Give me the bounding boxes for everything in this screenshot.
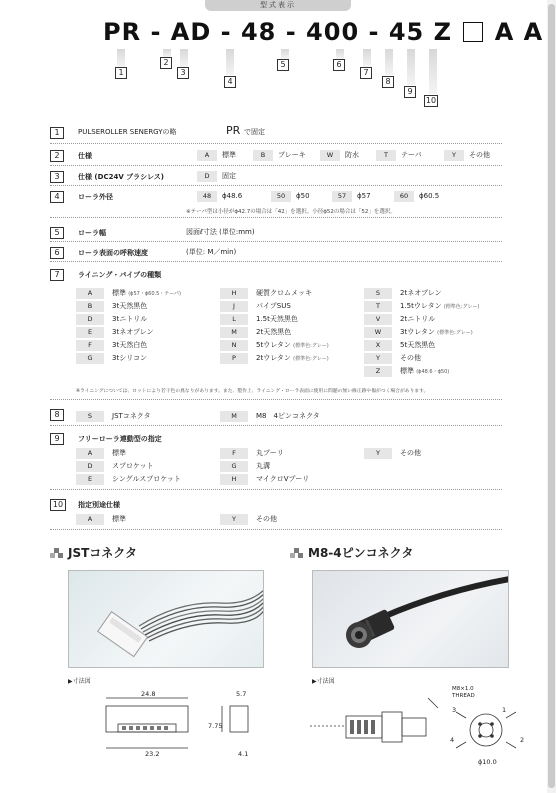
code-cell: S (76, 411, 104, 422)
code-cell: D (197, 171, 217, 182)
section-bullet-icon (290, 548, 304, 558)
m8-pin-2: 2 (520, 736, 525, 744)
position-number: 3 (177, 67, 189, 79)
row-title: 仕様 (78, 152, 92, 160)
position-number: 7 (360, 67, 372, 79)
code-desc: 5t天然黒色 (400, 341, 436, 349)
row-number: 6 (50, 247, 64, 259)
code-cell: Y (364, 353, 392, 364)
code-sub: (ϕ48.6・ϕ50) (416, 369, 450, 375)
leader-bar (385, 49, 393, 75)
model-part-pr: PR (103, 18, 142, 46)
m8-connector-illustration (313, 571, 509, 668)
code-cell: Z (364, 366, 392, 377)
code-cell: 57 (332, 191, 352, 202)
code-desc: 2tネオプレン (400, 289, 442, 297)
code-desc: 5tウレタン (256, 341, 291, 349)
code-sub: (ϕ57・ϕ60.5・テーパ) (128, 291, 181, 297)
model-part-special: A (523, 18, 544, 46)
code-cell: M (220, 411, 248, 422)
code-desc: 3t天然黒色 (112, 302, 148, 310)
leader-bar (407, 49, 415, 85)
code-desc: 防水 (345, 151, 359, 159)
position-number: 8 (382, 76, 394, 88)
section-bullet-icon (50, 548, 64, 558)
row-number: 1 (50, 127, 64, 139)
jst-connector-illustration (69, 571, 264, 668)
code-desc: 標準 (222, 151, 236, 159)
m8-pin-1: 1 (502, 706, 507, 714)
spec-row-3 (50, 168, 502, 186)
code-desc: 2tウレタン (256, 354, 291, 362)
row-value: 図面ℓ寸法 (単位:mm) (186, 228, 255, 236)
code-cell: Y (220, 514, 248, 525)
scrollbar[interactable] (547, 0, 556, 793)
code-desc: ϕ57 (357, 192, 371, 200)
code-cell: M (220, 327, 248, 338)
m8-connector-photo (312, 570, 509, 668)
code-cell: T (364, 301, 392, 312)
position-number: 4 (224, 76, 236, 88)
model-part-connector-box (463, 22, 483, 42)
code-cell: F (76, 340, 104, 351)
jst-section-title: JSTコネクタ (50, 544, 137, 561)
code-desc: 3t天然白色 (112, 341, 148, 349)
code-desc: シングルスプロケット (112, 475, 181, 483)
code-cell: B (76, 301, 104, 312)
code-cell: T (376, 150, 396, 161)
model-dash: - (150, 18, 162, 46)
code-desc: その他 (400, 354, 421, 362)
code-desc: 固定 (222, 172, 236, 180)
code-sub: (標準色:グレー) (293, 343, 329, 349)
row-title: PULSEROLLER SENERGYの略 (78, 128, 177, 136)
code-desc: その他 (469, 151, 490, 159)
m8-pin-3: 3 (452, 706, 457, 714)
code-cell: L (220, 314, 248, 325)
code-cell: P (220, 353, 248, 364)
code-desc: ブレーキ (278, 151, 306, 159)
code-desc: その他 (256, 515, 277, 523)
row-number: 9 (50, 433, 64, 445)
jst-dim-pin: 4.1 (238, 750, 249, 758)
row-title: フリーローラ連動型の指定 (78, 435, 162, 443)
code-desc: 1.5t天然黒色 (256, 315, 298, 323)
code-cell: X (364, 340, 392, 351)
code-desc: 3tウレタン (400, 328, 435, 336)
row-title: ローラ外径 (78, 193, 113, 201)
code-sub: (標準色:グレー) (443, 304, 480, 310)
code-cell: J (220, 301, 248, 312)
code-desc: 標準 (112, 289, 126, 297)
m8-diameter: ϕ10.0 (478, 758, 497, 766)
leader-bar (281, 49, 289, 59)
code-cell: V (364, 314, 392, 325)
position-number: 9 (404, 86, 416, 98)
row-title: 指定別途仕様 (78, 501, 120, 509)
row-suffix: で固定 (244, 128, 265, 136)
m8-pin-4: 4 (450, 736, 455, 744)
row-number: 8 (50, 409, 64, 421)
m8-dim-label: ▶寸法図 (312, 678, 335, 685)
code-desc: JSTコネクタ (112, 412, 151, 420)
code-cell: A (76, 514, 104, 525)
row-value: (単位: M／min) (186, 248, 237, 256)
model-part-width: 400 (306, 18, 360, 46)
code-cell: E (76, 474, 104, 485)
row-note: ※ライニングについては、ロットにより若干色の異なりがあります。また、製作上、ライニング・ローラ表面に使用に問題の無い修正跡や傷がつく場合があります。 (76, 389, 429, 394)
row-number: 10 (50, 499, 66, 511)
code-desc: ϕ48.6 (222, 192, 243, 200)
code-desc: スプロケット (112, 462, 154, 470)
code-cell: A (197, 150, 217, 161)
position-number: 6 (333, 59, 345, 71)
code-cell: B (253, 150, 273, 161)
leader-bar (429, 49, 437, 94)
jst-dim-label: ▶寸法図 (68, 678, 91, 685)
row-value: PR (226, 124, 241, 137)
code-cell: 48 (197, 191, 217, 202)
m8-thread-label: THREAD (452, 693, 475, 699)
jst-dim-base: 23.2 (145, 750, 160, 758)
row-number: 2 (50, 150, 64, 162)
model-part-free-roller: A (494, 18, 515, 46)
code-cell: A (76, 288, 104, 299)
model-part-ad: AD (170, 18, 212, 46)
spec-row-6 (50, 244, 502, 262)
model-dash: - (285, 18, 297, 46)
code-desc: 1.5tウレタン (400, 302, 442, 310)
row-number: 5 (50, 227, 64, 239)
position-number: 10 (425, 96, 437, 105)
code-desc: 2tニトリル (400, 315, 436, 323)
row-number: 7 (50, 269, 64, 281)
code-desc: 丸プーリ (256, 449, 284, 457)
section-header: 型式表示 (205, 0, 351, 11)
row-number: 4 (50, 191, 64, 203)
position-number: 2 (160, 57, 172, 69)
spec-row-5 (50, 224, 502, 242)
code-desc: 3tニトリル (112, 315, 148, 323)
scrollbar-thumb[interactable] (548, 4, 555, 788)
leader-bar (363, 49, 371, 67)
code-cell: 60 (394, 191, 414, 202)
code-desc: マイクロVプーリ (256, 475, 310, 483)
m8-section-title: M8-4ピンコネクタ (290, 544, 413, 561)
code-desc: テーパ (401, 151, 422, 159)
code-sub: (標準色:グレー) (437, 330, 473, 336)
spec-row-9 (50, 430, 502, 490)
leader-bar (226, 49, 234, 75)
code-desc: パイプSUS (256, 302, 291, 310)
code-desc: ϕ50 (296, 192, 310, 200)
code-cell: S (364, 288, 392, 299)
code-desc: 標準 (400, 367, 414, 375)
model-dash: - (368, 18, 380, 46)
spec-row-1 (50, 124, 502, 144)
row-title: ローラ表面の呼称速度 (78, 249, 148, 257)
spec-row-10 (50, 496, 502, 530)
model-dash: - (220, 18, 232, 46)
code-cell: 50 (271, 191, 291, 202)
code-cell: W (364, 327, 392, 338)
code-desc: 3tネオプレン (112, 328, 154, 336)
code-cell: E (76, 327, 104, 338)
code-cell: D (76, 314, 104, 325)
row-note: ※テーパ型は小径がϕ42.7の場合は「42」を選択。小径ϕ52の場合は「52」を選択。 (186, 209, 396, 215)
row-title: ライニング・パイプの種類 (78, 271, 162, 279)
code-cell: Y (444, 150, 464, 161)
spec-row-7 (50, 266, 502, 400)
code-desc: M8 4ピンコネクタ (256, 412, 320, 420)
model-part-diameter: 48 (240, 18, 277, 46)
code-sub: (標準色:グレー) (293, 356, 329, 362)
jst-dim-height: 7.75 (208, 722, 223, 730)
position-number: 5 (277, 59, 289, 71)
model-part-speed: 45 (388, 18, 425, 46)
code-desc: 丸溝 (256, 462, 270, 470)
row-title: 仕様 (DC24V ブラシレス) (78, 173, 164, 181)
code-desc: 標準 (112, 449, 126, 457)
jst-connector-photo (68, 570, 264, 668)
code-cell: A (76, 448, 104, 459)
code-desc: 硬質クロムメッキ (256, 289, 312, 297)
spec-row-8 (50, 406, 502, 426)
code-cell: H (220, 474, 248, 485)
code-cell: F (220, 448, 248, 459)
code-cell: H (220, 288, 248, 299)
m8-thread-spec: M8×1.0 (452, 686, 474, 692)
code-cell: Y (364, 448, 392, 459)
code-desc: 標準 (112, 515, 126, 523)
leader-bar (336, 49, 344, 59)
code-cell: G (220, 461, 248, 472)
jst-dim-depth: 5.7 (236, 690, 247, 698)
code-cell: G (76, 353, 104, 364)
row-title: ローラ幅 (78, 229, 106, 237)
code-desc: 3tシリコン (112, 354, 148, 362)
leader-bar (117, 49, 125, 67)
model-number (103, 18, 543, 48)
row-number: 3 (50, 171, 64, 183)
code-desc: その他 (400, 449, 421, 457)
code-cell: W (320, 150, 340, 161)
code-cell: N (220, 340, 248, 351)
leader-bar (180, 49, 188, 67)
spec-row-2 (50, 146, 502, 166)
position-number: 1 (115, 67, 127, 79)
code-cell: D (76, 461, 104, 472)
code-desc: ϕ60.5 (419, 192, 440, 200)
jst-dim-width: 24.8 (141, 690, 156, 698)
spec-row-4 (50, 188, 502, 218)
leader-bar (163, 49, 171, 57)
model-part-lining: Z (433, 18, 453, 46)
code-desc: 2t天然黒色 (256, 328, 292, 336)
